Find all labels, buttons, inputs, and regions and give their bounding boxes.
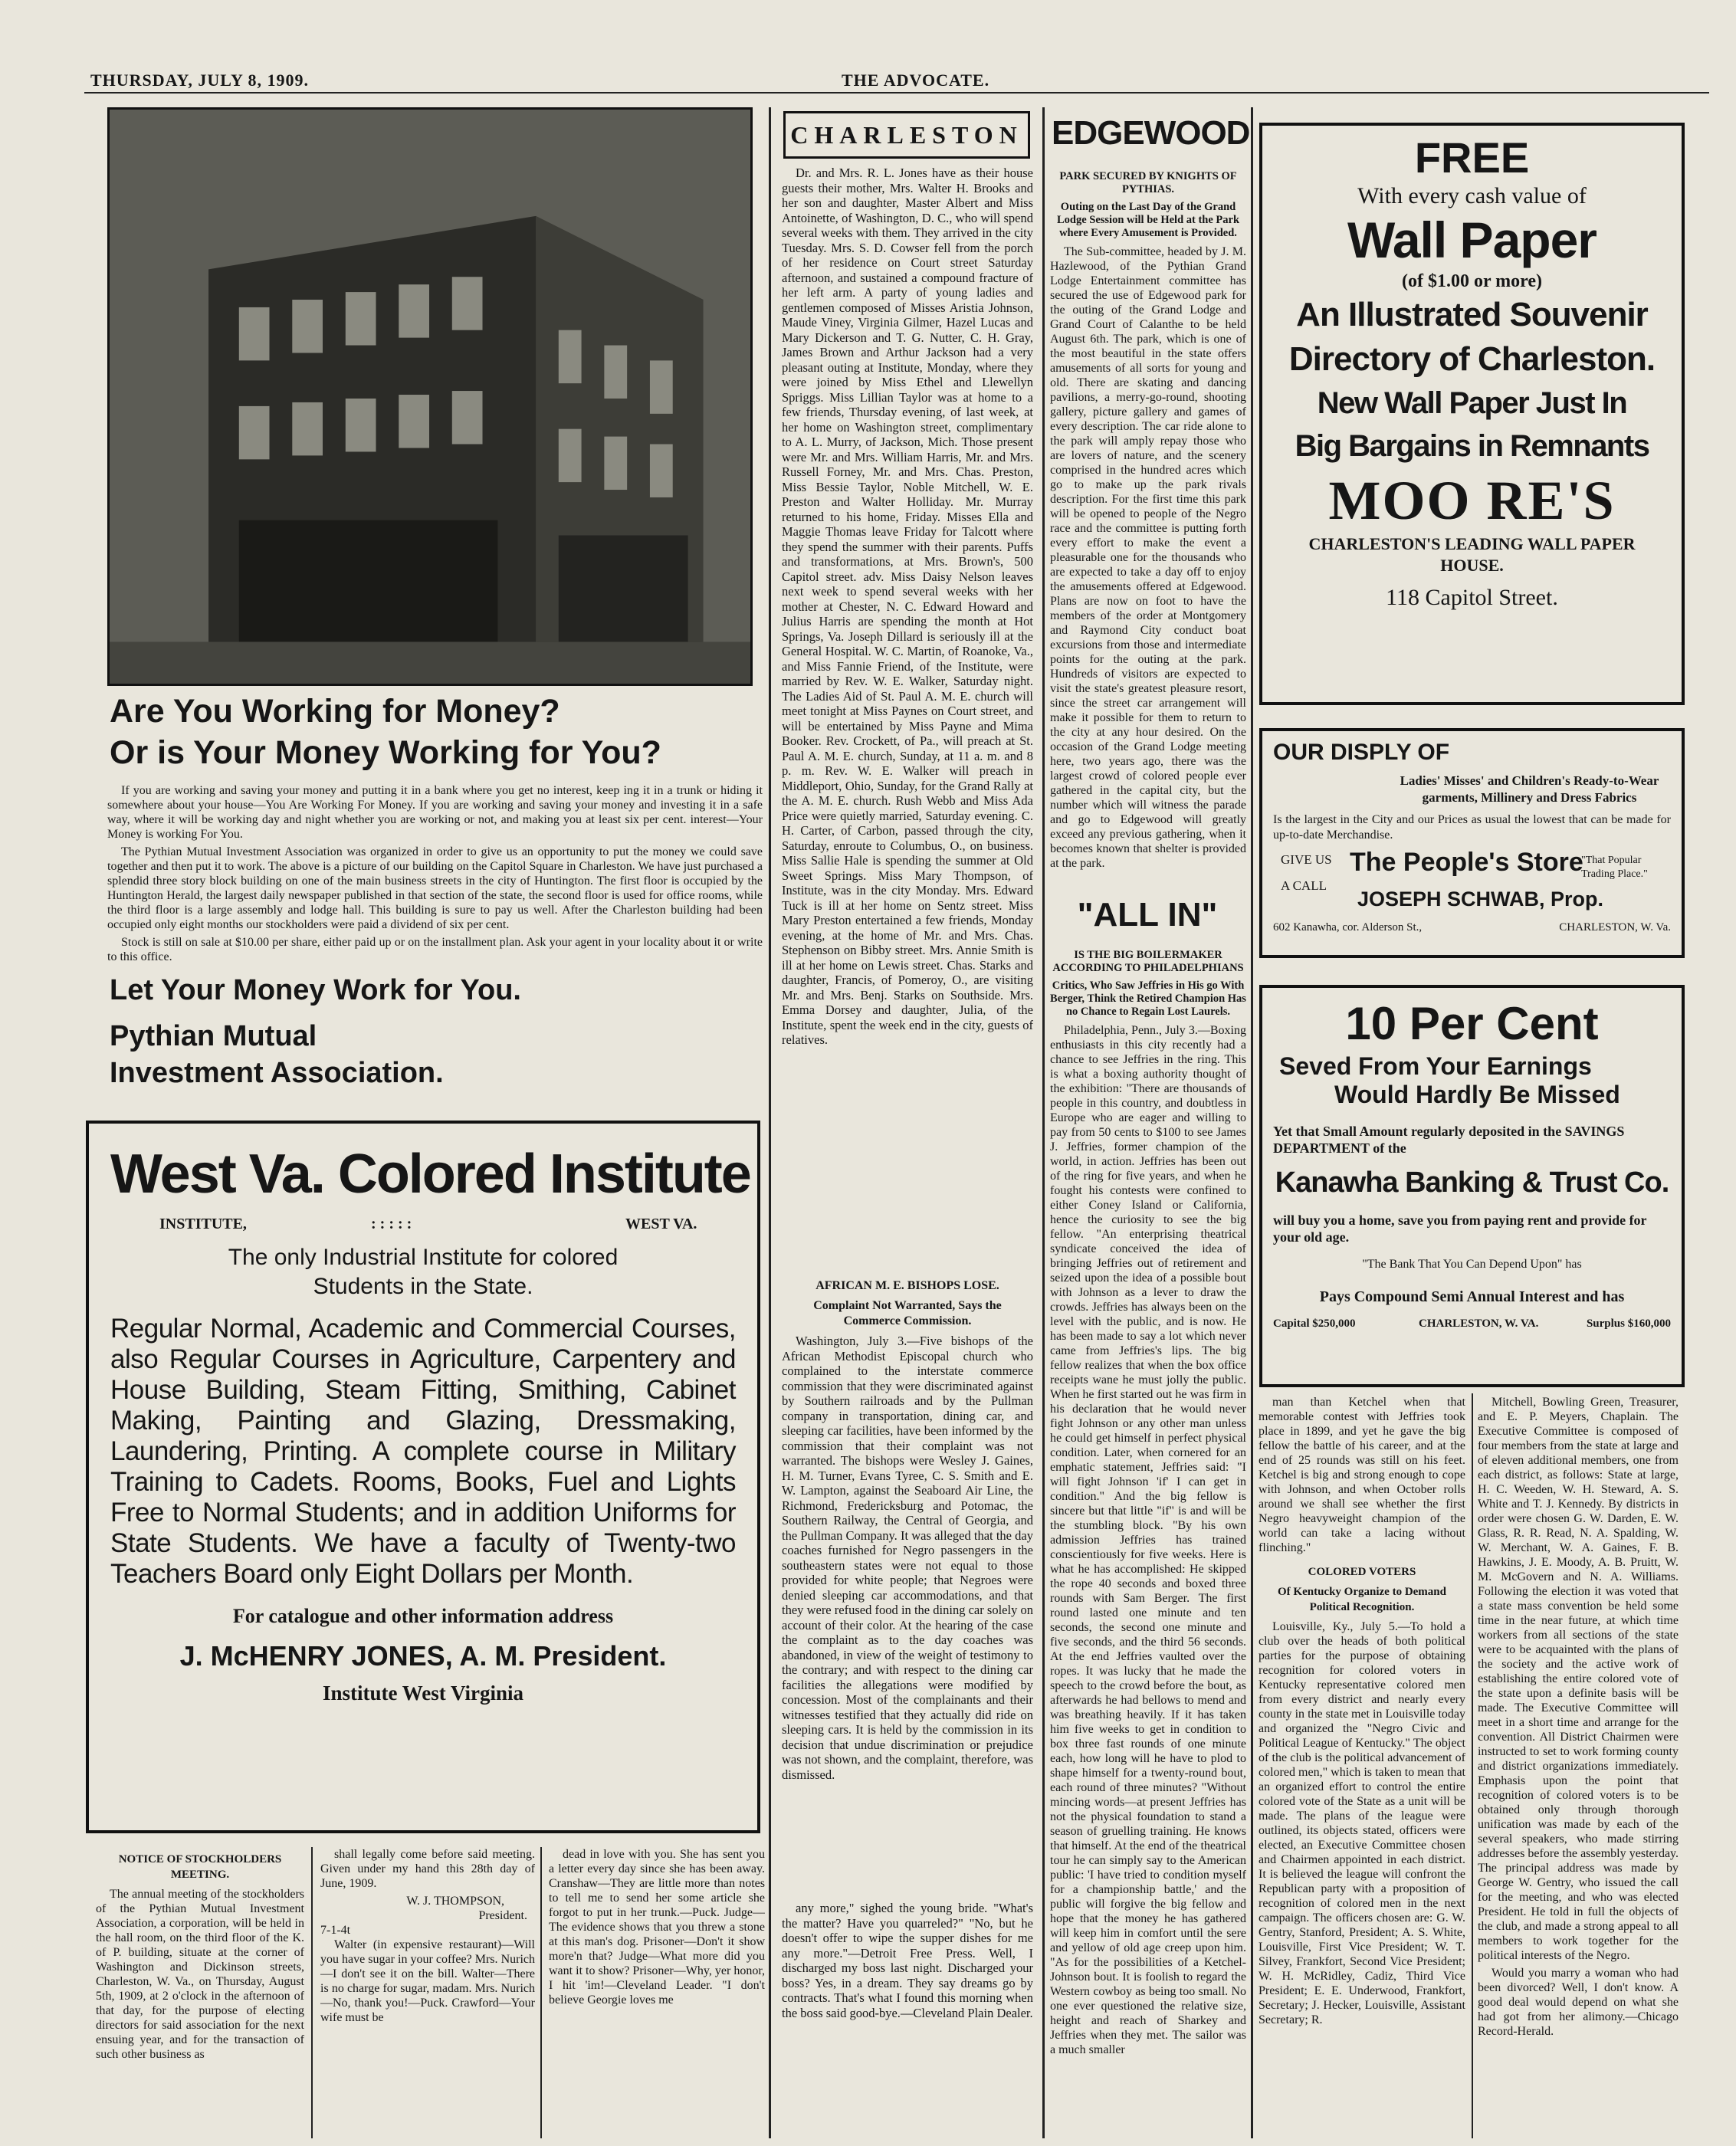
bishops-heading: AFRICAN M. E. BISHOPS LOSE. bbox=[815, 1279, 999, 1292]
short-items-body: any more," sighed the young bride. "What's the matter? Have you quarreled?" "No, but he doesn't offer to wipe the supper dishes for me any more."—Detroit Free Press. Well, I discharged my boss last night. Discharged your boss? Yes, in a dream. They say dreams go by contracts. That's what I found this morning when the boss said good-bye.—Cleveland Plain Dealer. bbox=[782, 1901, 1033, 2020]
peoples-line-1: Ladies' Misses' and Children's Ready-to-Wear garments, Millinery and Dress Fabrics bbox=[1400, 773, 1659, 805]
ketchel-voters-column bbox=[1259, 1395, 1465, 2138]
pythian-body-para-3: Stock is still on sale at $10.00 per share, either paid up or on the installment plan. Ask your agent in your locality about it or write to this office. bbox=[107, 936, 763, 963]
bank-line-2: will buy you a home, save you from paying rent and provide for your old age. bbox=[1273, 1212, 1647, 1245]
peoples-heading: OUR DISPLY OF bbox=[1273, 740, 1450, 765]
bishops-subhead: Complaint Not Warranted, Says the Commerce Commission. bbox=[813, 1299, 1002, 1327]
wallpaper-souvenir: An Illustrated Souvenir bbox=[1296, 296, 1648, 333]
all-in-heading: "ALL IN" bbox=[1077, 896, 1218, 934]
bank-name: Kanawha Banking & Trust Co. bbox=[1275, 1167, 1669, 1199]
institute-body: Regular Normal, Academic and Commercial Courses, also Regular Courses in Agriculture, Carpentery and House Building, Steam Fitting, Smithing, Cabinet Making, Painting and Glazing, Dressmaking, Laundering, Printing. A complete course in Military Training to Cadets. Rooms, Books, Fuel and Lights Free to Normal Students; and in addition Uniforms for State Students. We have a faculty of Twenty-two Teachers Board only Eight Dollars per Month. bbox=[110, 1314, 736, 1589]
peoples-address-line bbox=[1273, 921, 1671, 938]
bank-capital: Capital $250,000 bbox=[1273, 1317, 1356, 1330]
short-items bbox=[782, 1901, 1033, 2138]
wallpaper-free: FREE bbox=[1414, 133, 1530, 182]
bishops-article bbox=[782, 1274, 1033, 1895]
bank-sub-1: Seved From Your Earnings bbox=[1279, 1052, 1592, 1080]
folio-paper-name: THE ADVOCATE. bbox=[842, 71, 990, 90]
stockholders-notice bbox=[96, 1847, 304, 2138]
bank-motto: "The Bank That You Can Depend Upon" has bbox=[1362, 1258, 1582, 1271]
pythian-org-name-1: Pythian Mutual bbox=[110, 1020, 317, 1052]
all-in-subhead-2: Critics, Who Saw Jeffries in His go With Berger, Think the Retired Champion Has no Chance to Regain Lost Laurels. bbox=[1050, 979, 1246, 1018]
peoples-store-name: The People's Store bbox=[1350, 848, 1583, 877]
bank-heading: 10 Per Cent bbox=[1345, 998, 1599, 1049]
notice-continuation bbox=[320, 1847, 535, 2138]
peoples-store-ad bbox=[1259, 728, 1685, 958]
wallpaper-directory: Directory of Charleston. bbox=[1288, 340, 1656, 378]
institute-president: J. McHENRY JONES, A. M. President. bbox=[179, 1640, 667, 1672]
column-rule-4 bbox=[1472, 1393, 1473, 2138]
all-in-article bbox=[1050, 944, 1246, 2138]
wallpaper-leading: CHARLESTON'S LEADING WALL PAPER HOUSE. bbox=[1308, 534, 1636, 575]
wallpaper-store-name: MOO RE'S bbox=[1328, 470, 1616, 531]
edgewood-body: The Sub-committee, headed by J. M. Hazlewood, of the Pythian Grand Lodge Entertainment committee has secured the use of Edgewood park for the outing of the Grand Lodge and Grand Court of Calanthe to be held August 6th. The park, which is one of the most beautiful in the state offers amusements of all sorts for young and old. There are skating and dancing pavilions, a merry-go-round, shooting gallery, picture gallery and games of every description. The car ride alone to the park will amply repay those who are lovers of nature, and the scenery comprised in the hundred acres which go to make up the park rivals description. For the first time this park will be opened to people of the Negro race and the committee is putting forth every effort to make the event a pleasurable one for the thousands who are expected to take a day off to enjoy the amusements offered at Edgewood. Plans are now on foot to have the members of the order at Montgomery and Raymond City conduct boat excursions from those and intermediate points for the outing at the park. Hundreds of visitors are expected to visit the state's greatest pleasure resort, since the street car arrangement will make it possible for them to return to the city at any hour desired. On the occasion of the Grand Lodge meeting here, two years ago, there was the largest crowd of colored people ever gathered in the capital city, but the number which will witness the parade and go to Edgewood will greatly exceed any previous gathering, when it becomes known that shelter is provided at the park. bbox=[1050, 245, 1246, 870]
all-in-subhead-1: IS THE BIG BOILERMAKER ACCORDING TO PHILADELPHIANS bbox=[1052, 949, 1244, 974]
edgewood-heading: EDGEWOOD bbox=[1052, 114, 1250, 152]
bank-ad bbox=[1259, 985, 1685, 1387]
edgewood-article bbox=[1050, 166, 1246, 993]
peoples-a-call: A CALL bbox=[1281, 878, 1327, 893]
institute-footer: Institute West Virginia bbox=[322, 1682, 524, 1705]
pythian-slogan: Let Your Money Work for You. bbox=[110, 974, 521, 1006]
voters-joke: Would you marry a woman who had been divorced? Well, I don't know. A good deal would depend on what she had got from her alimony.—Chicago Record-Herald. bbox=[1478, 1967, 1679, 2038]
all-in-body: Philadelphia, Penn., July 3.—Boxing enthusiasts in this city recently had a chance to see Jeffries in the ring. This is what a boxing authority thought of the exhibition: "There are thousands of people in this country, and doubtless in Europe who are eager and willing to pay from 50 cents to $100 to see James J. Jeffries, former champion of the world, in action. Jeffries has been out of the ring for five years, and when he fought his contests were confined to either Coney Island or California, hence the curiosity to see the big fellow. "An enterprising theatrical syndicate conceived the idea of bringing Jeffries out of retirement and seized upon the idea of a possible bout with Johnson as a lever to draw the crowds. Jeffries has always been on the level with the public, and is now. He has been made to say a lot which never came from Jeffries's lips. The big fellow realizes that when the box office receipts wane he must jolly the public. When he first started out he was firm in his declaration that he would never fight Johnson or any other man unless he could get himself in perfect physical condition. Later, when cornered for an emphatic statement, Jeffries said: "I will fight Johnson 'if' I can get in condition." And the big fellow is sincere but that little "if" is and will be the stumbling block. "By his own admission Jeffries has trained conscientiously for five weeks. Here is what he has accomplished: He skipped the rope 40 seconds and boxed three rounds with Sam Berger. The first round lasted one minute and ten seconds, the second one minute and five seconds, and the third 56 seconds. At the end Jeffries vaulted over the ropes. It was lucky that he made the speech to the crowd before the bout, as afterwards he had bellows to mend and was breathing heavily. If it has taken him five weeks to get in condition to box three fast rounds of one minute each, how long will he have to plod to shape himself for a twenty-round bout, each round of three minutes? "Without mincing words—at present Jeffries has not the physical foundation to stand a season of gruelling training. He knows that himself. At the end of the theatrical tour he can simply say to the American public: 'I have tried to condition myself for a championship battle,' and the public will forgive the big fellow and hope that the money he has gathered will keep him in comfort until the sere and yellow of old age creep upon him. "As for the possibilities of a Ketchel-Johnson bout. It is foolish to regard the Western cowboy as being too small. No one ever questioned the relative size, height and reach of Sharkey and Jeffries when they met. The sailor was a much smaller bbox=[1050, 1024, 1246, 2056]
charleston-heading: CHARLESTON bbox=[790, 121, 1023, 149]
pythian-headline-2: Or is Your Money Working for You? bbox=[110, 734, 661, 771]
voters-continuation-body: Mitchell, Bowling Green, Treasurer, and E. P. Meyers, Chaplain. The Executive Committee is composed of four members from the state at large and of eleven additional members, one from each district, as follows: State at large, H. C. Weeden, W. H. Steward, A. S. White and T. J. Kennedy. By districts in order were chosen G. W. Darden, E. W. Glass, R. R. Read, N. A. Spalding, W. W. Merchant, W. A. Gaines, F. B. Hawkins, J. E. Moody, A. B. Pruitt, W. M. McGovern and N. A. Williams. Following the election it was voted that a state mass convention be held some time in the near future, at which time workers from all sections of the state were to be acquainted with the plans of the society and the active work of establishing the entire colored vote of the state upon a definite basis will be made. The Executive Committee will meet in a short time and arrange for the convention. All District Chairmen were instructed to set to work forming county and district organizations immediately. Emphasis upon the point that recognition of colored voters is to be obtained only through thorough unification was made by each of the several speakers, who made stirring addresses before the assembly yesterday. The principal address was made by George W. Gentry, who issued the call for the meeting, and who was elected President. He told in full the objects of the club, and made a strong appeal to all members to work together for the political interests of the Negro. bbox=[1478, 1396, 1679, 1962]
wallpaper-bargains: Big Bargains in Remnants bbox=[1295, 429, 1649, 463]
notice-cont-body: shall legally come before said meeting. Given under my hand this 28th day of June, 1909. bbox=[320, 1848, 535, 1890]
institute-location-dots: : : : : : bbox=[371, 1216, 412, 1232]
column-rule-3 bbox=[1251, 107, 1253, 2138]
peoples-store-block bbox=[1273, 848, 1671, 921]
notice-title: NOTICE OF STOCKHOLDERS MEETING. bbox=[118, 1853, 282, 1881]
institute-location-right: WEST VA. bbox=[625, 1216, 697, 1232]
peoples-address-right: CHARLESTON, W. Va. bbox=[1559, 921, 1671, 934]
ketchel-continuation: man than Ketchel when that memorable contest with Jeffries took place in 1899, and yet he gave the big fellow the battle of his career, and at the end of 25 rounds was still on his feet. Ketchel is big and strong enough to cope with Johnson, and when October rolls around we shall see whether the first Negro heavyweight champion of the world can take a lacing without flinching." bbox=[1259, 1396, 1465, 1554]
wallpaper-new-paper: New Wall Paper Just In bbox=[1317, 386, 1627, 420]
wallpaper-with: With every cash value of bbox=[1357, 183, 1587, 208]
bottom-rule-b bbox=[540, 1847, 542, 2138]
bank-line-1: Yet that Small Amount regularly deposited in the SAVINGS DEPARTMENT of the bbox=[1273, 1124, 1625, 1156]
institute-ad bbox=[86, 1121, 760, 1833]
edgewood-subhead-1: PARK SECURED BY KNIGHTS OF PYTHIAS. bbox=[1059, 170, 1237, 195]
charleston-body: Dr. and Mrs. R. L. Jones have as their house guests their mother, Mrs. Walter H. Brooks and her son and daughter, Master Albert and Miss Antoinette, of Washington, D. C., who will spend several weeks with them. They arrived in the city Tuesday. Mrs. S. D. Cowser fell from the porch of her residence on Court street Saturday afternoon, and sustained a compound fracture of her left arm. A party of young ladies and gentlemen composed of Misses Aristia Johnson, Maude Viney, Virginia Gilmer, Hazel Lucas and Mary Dickerson and T. G. Nutter, C. H. Gray, James Brown and Arthur Jackson had a very pleasant outing at Institute, Monday, where they were joined by Miss Ethel and Llewellyn Spriggs. Miss Lillian Taylor was at home to a few friends, Thursday evening, of last week, at her home on Washington street, complimentary to A. L. Murry, of Jackson, Mich. Those present were Mr. and Mrs. William Harris, Mr. and Mrs. Russell Forney, Mr. and Mrs. Chas. Preston, Miss Bessie Taylor, Noble Mitchell, W. E. Preston and Walter Holliday. Mr. Murray returned to his home, Friday. Misses Ella and Maggie Thomas leave Friday for Talcott where they spend the summer with their parents. Puffs and transformations, at Mrs. Brown's, 500 Capitol street. adv. Miss Daisy Nelson leaves next week to spend several weeks with her mother at Chester, N. C. Edward Howard and Julius Harris are spending the month at Hot Springs, Va. Joseph Dillard is seriously ill at the General Hospital. W. C. Martin, of Roanoke, Va., and Miss Fannie Friend, of the Institute, were married by Rev. W. E. Walker, Saturday night. The Ladies Aid of St. Paul A. M. E. church will meet tonight at Miss Paynes on Court street, and will be entertained by Miss Payne and Mima Booker. Rev. Crockett, of Pa., will preach at St. Paul A. M. E. church, Sunday, at 11 a. m. and 8 p. m. Rev. W. E. Walker will preach in Middleport, Ohio, Sunday, for the Grand Rally at the A. M. E. church. Rush Webb and Miss Ada Price were quietly married, Saturday evening. C. H. Carter, of Carbon, passed through the city, Saturday, enroute to Columbus, O., on business. Miss Sallie Hale is spending the summer at Old Sweet Springs. Miss Mary Thompson, of Institute, was in the city Monday. Mrs. Edward Tuck is ill at her home on Sentz street. Miss Mary Preston entertained a few friends, Monday evening, at the home of Mr. and Mrs. Chas. Stephenson on Bibby street. Mrs. Annie Smith is ill at her home on Lewis street. Chas. Starks and daughter, Francis, of Pomeroy, O., are visiting Mr. and Mrs. Benj. Starks on Southside. Mrs. Emma Dorsey and daughter, Julia, of the Institute, spent the week end in the city, guests of relatives. bbox=[782, 166, 1033, 1047]
wallpaper-ad bbox=[1259, 123, 1685, 705]
charleston-column bbox=[782, 166, 1033, 1266]
folio-rule bbox=[84, 92, 1709, 94]
bank-surplus: Surplus $160,000 bbox=[1586, 1317, 1671, 1330]
pythian-org-name-2: Investment Association. bbox=[110, 1057, 444, 1089]
peoples-line-2: Is the largest in the City and our Prices as usual the lowest that can be made for up-to-date Merchandise. bbox=[1273, 813, 1671, 842]
bottom-rule-a bbox=[311, 1847, 313, 2138]
institute-catalogue-line: For catalogue and other information address bbox=[232, 1605, 614, 1627]
pythian-body bbox=[107, 783, 763, 967]
institute-tagline: The only Industrial Institute for colored Students in the State. bbox=[228, 1245, 619, 1299]
peoples-proprietor: JOSEPH SCHWAB, Prop. bbox=[1357, 888, 1604, 911]
peoples-address-left: 602 Kanawha, cor. Alderson St., bbox=[1273, 921, 1423, 934]
pythian-headline-1: Are You Working for Money? bbox=[110, 693, 560, 730]
wallpaper-address: 118 Capitol Street. bbox=[1386, 585, 1558, 610]
column-rule-2 bbox=[1042, 107, 1045, 2138]
wallpaper-amount: (of $1.00 or more) bbox=[1401, 271, 1543, 291]
colored-voters-heading: COLORED VOTERS bbox=[1308, 1566, 1416, 1578]
building-photo bbox=[107, 107, 753, 686]
bank-footer-line bbox=[1273, 1317, 1671, 1336]
notice-signer-title: President. bbox=[478, 1909, 527, 1922]
column-rule-1 bbox=[769, 107, 771, 2138]
notice-date-code: 7-1-4t bbox=[320, 1924, 351, 1937]
bank-city: CHARLESTON, W. VA. bbox=[1419, 1317, 1539, 1330]
colored-voters-subhead: Of Kentucky Organize to Demand Political Recognition. bbox=[1278, 1586, 1446, 1613]
peoples-give-us: GIVE US bbox=[1281, 852, 1332, 867]
notice-signer: W. J. THOMPSON, bbox=[406, 1895, 504, 1908]
bishops-body: Washington, July 3.—Five bishops of the African Methodist Episcopal church who complained to the interstate commerce commission that they were discriminated against by Southern railroads and by the Pullman company in transportation, dining car, and sleeping car facilities, have been informed by the commission that their complaint was not warranted. The bishops were Wesley J. Gaines, H. M. Turner, Evans Tyree, C. S. Smith and E. W. Lampton, against the Seaboard Air Line, the Richmond, Fredericksburg and Potomac, the Southern Railway, the Central of Georgia, and the Pullman Company. It was alleged that the day coaches furnished for Negro passengers in the southeastern states were not equal to those provided for white people; that Negroes were denied sleeping car accommodations, and that they were refused food in the dining car solely on account of their color. At the hearing of the case the complaint as to the day coaches was abandoned, in view of the weight of testimony to the contrary; and with respect to the dining car facilities the allegations were modified by concession. Most of the complainants and their witnesses testified that they actually did ride on sleeping cars. It is held by the commission in its decision that undue discrimination or prejudice was not shown, and the complaint, therefore, was dismissed. bbox=[782, 1334, 1033, 1782]
joke-column-a: Walter (in expensive restaurant)—Will you have sugar in your coffee? Mrs. Nurich—I don't see it on the bill. Walter—There is no charge for sugar, madam. Mrs. Nurich—No, thank you!—Puck. Crawford—Your wife must be bbox=[320, 1938, 535, 2024]
pythian-body-para-2: The Pythian Mutual Investment Association was organized in order to give us an opportunity to put the money we could save together and then put it to work. The above is a picture of our building on the Capitol Square in Charleston. We have just purchased a splendid three story block building on one of the main business streets in the city of Huntington. The first floor is occupied by the Huntington Herald, the largest daily newspaper published in that section of the state, the second floor is used for office rooms, while the third floor is a large assembly and lodge hall. This building is sure to pay us well. After the Charleston building had been occupied only eight months our stockholders were paid a dividend of six per cent. bbox=[107, 845, 763, 931]
building-illustration bbox=[110, 110, 750, 684]
jokes-column bbox=[549, 1847, 765, 2138]
wallpaper-wall-paper: Wall Paper bbox=[1347, 212, 1597, 268]
colored-voters-body: Louisville, Ky., July 5.—To hold a club over the heads of both political parties for the purpose of obtaining recognition for colored voters in Kentucky representative colored men from every district and nearly every county in the state met in Louisville today and organized the "Negro Civic and Political League of Kentucky." The object of the club is the political advancement of colored men," which is taken to mean that an organized effort to control the entire colored vote of the State as a unit will be made. The plans of the league were outlined, its objects stated, officers were elected, an Executive Committee chosen and Chairmen appointed in each district. It is believed the league will confront the Republican party with a proposition of recognition of colored men in the next campaign. The officers chosen are: G. W. Gentry, Stanford, President; A. S. White, Louisville, First Vice President; W. T. Silvey, Frankfort, Second Vice President; W. H. McRidley, Cadiz, Third Vice President; E. E. Underwood, Frankfort, Secretary; J. Hecker, Louisville, Assistant Secretary; R. bbox=[1259, 1620, 1465, 2026]
bank-sub-2: Would Hardly Be Missed bbox=[1334, 1081, 1620, 1108]
institute-location-line bbox=[110, 1212, 736, 1239]
institute-location-left: INSTITUTE, bbox=[159, 1216, 247, 1232]
folio-date: THURSDAY, JULY 8, 1909. bbox=[90, 71, 310, 90]
edgewood-subhead-2: Outing on the Last Day of the Grand Lodge Session will be Held at the Park where Every Amusement is Provided. bbox=[1056, 201, 1240, 239]
peoples-slogan: "That Popular Trading Place." bbox=[1581, 855, 1648, 880]
notice-body: The annual meeting of the stockholders of the Pythian Mutual Investment Association, a corporation, will be held in the hall room, on the third floor of the K. of P. building, situate at the corner of Washington and Dickinson streets, Charleston, W. Va., on Thursday, August 5th, 1909, at 2 o'clock in the afternoon of that day, for the purpose of electing directors for said association for the next ensuing year, and for the transaction of such other business as bbox=[96, 1888, 304, 2061]
voters-continuation-column bbox=[1478, 1395, 1679, 2138]
institute-title: West Va. Colored Institute bbox=[110, 1144, 750, 1205]
bank-interest: Pays Compound Semi Annual Interest and has bbox=[1319, 1288, 1625, 1305]
pythian-body-para-1: If you are working and saving your money and putting it in a bank where you get no interest, keep ing it in a trunk or hiding it somewhere about your house—You Are Working For Money. If you are working and saving your money and investing it in a safe way, where it will be working day and night whether you are working or not, and making you at least six per cent. interest—Your Money is working For You. bbox=[107, 784, 763, 841]
charleston-heading-box bbox=[783, 111, 1030, 159]
joke-column-b: dead in love with you. She has sent you a letter every day since she has been away. Cranshaw—They are little more than notes to tell me to send her some article she forgot to put in her trunk.—Puck. Judge—The evidence shows that you threw a stone at this man's dog. Prisoner—Don't it show more'n that? Judge—What more did you want it to show? Prisoner—Why, yer honor, I hit 'im!—Cleveland Leader. "I don't believe Georgie loves me bbox=[549, 1848, 765, 2007]
